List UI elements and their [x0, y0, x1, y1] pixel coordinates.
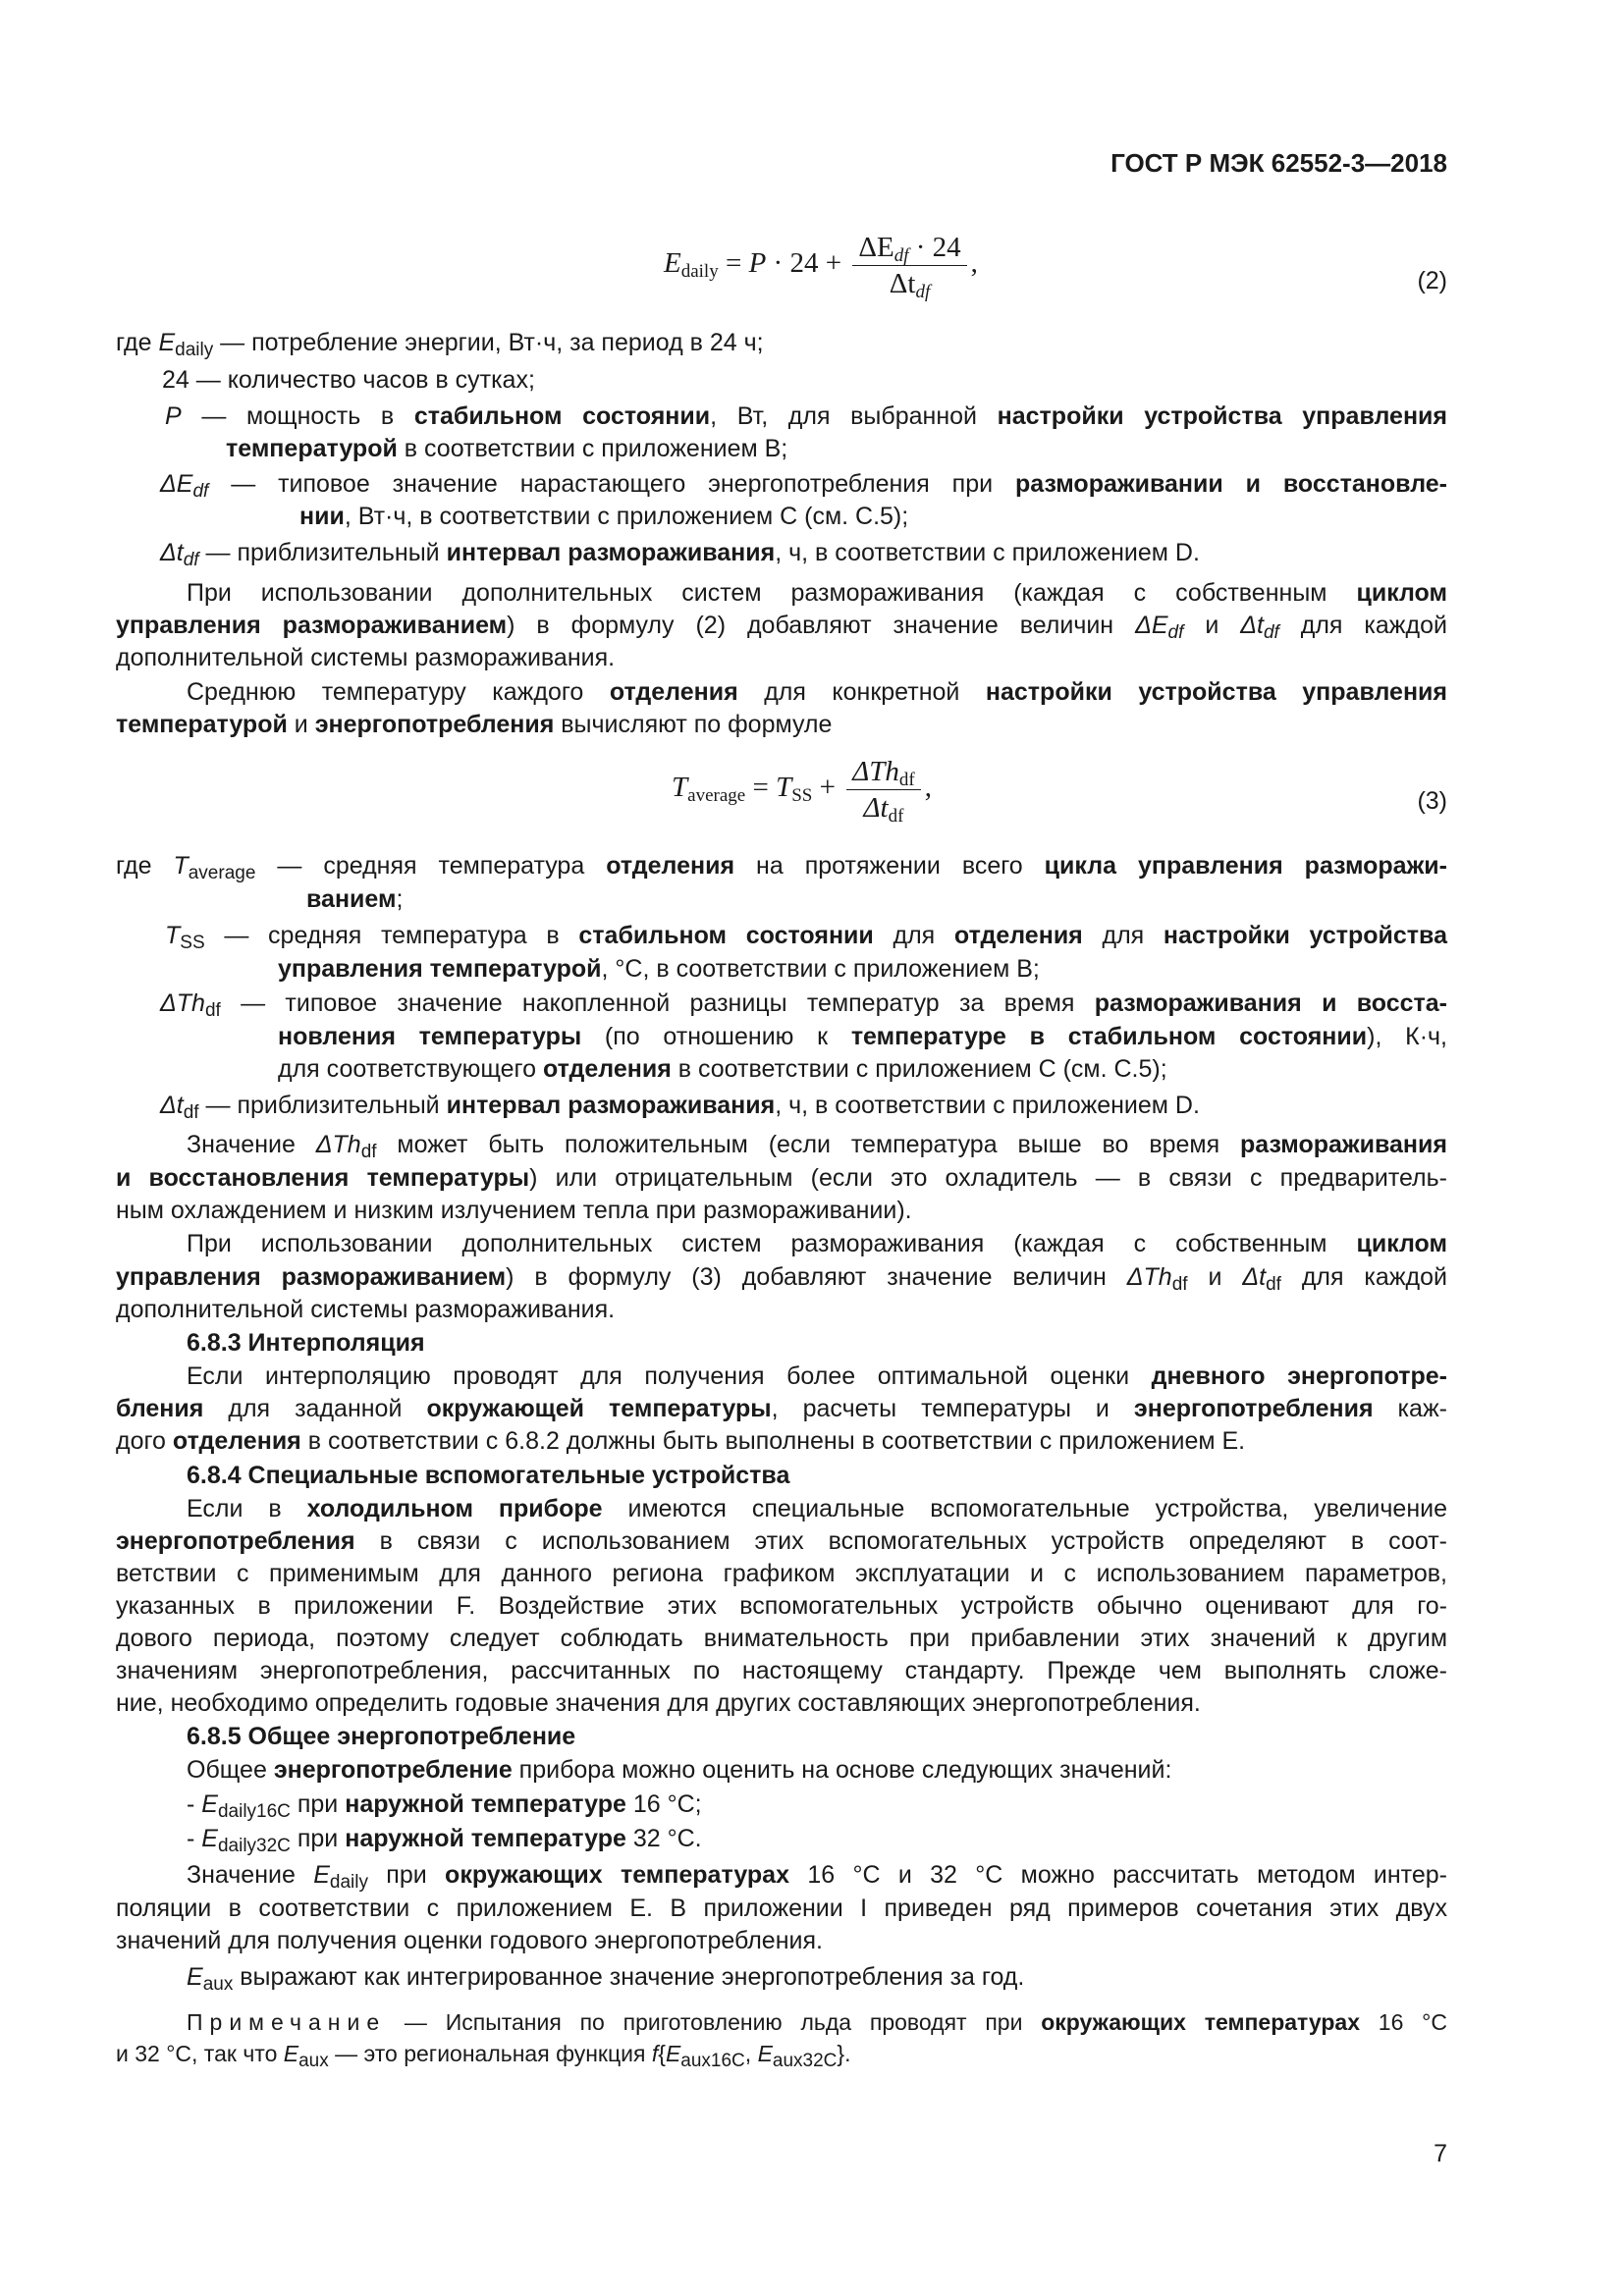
para1-line1: При использовании дополнительных систем размораживания (каждая с собственным циклом: [187, 579, 1447, 607]
page-number: 7: [1434, 2140, 1447, 2167]
section-6-8-4-heading: 6.8.4 Специальные вспомогательные устройства: [187, 1462, 790, 1489]
formula-3-number: (3): [1417, 787, 1447, 815]
def-delta-t-2: $\Delta t_{df}$ — приблизительный интервал размораживания, ч, в соответствии с приложением D.: [160, 1092, 1200, 1123]
para4-line2: управления размораживанием) в формулу (3) добавляют значение величин ΔTh$_{df}$ и $\Delta t_{df}$ для каждой: [116, 1263, 1448, 1295]
def-t-average-cont: ванием;: [306, 885, 404, 913]
s684-line2: энергопотребления в связи с использованием этих вспомогательных устройств определяют в соот-: [116, 1527, 1447, 1555]
def-delta-th-cont2: для соответствующего отделения в соответствии с приложением С (см. С.5);: [278, 1055, 1167, 1083]
def-delta-t: $\Delta t_{df}$ — приблизительный интервал размораживания, ч, в соответствии с приложением D.: [160, 539, 1200, 570]
para3-line3: ным охлаждением и низким излучением тепла при размораживании).: [116, 1197, 912, 1224]
def-p-cont: температурой в соответствии с приложением В;: [226, 435, 788, 462]
para3-line2: и восстановления температуры) или отрицательным (если это охладитель — в связи с предваритель-: [116, 1164, 1447, 1192]
formula-3: $T_{average} = T_{SS}$ + $\frac{\Delta Th_{df}}{\Delta t_{df}}$ ,: [672, 756, 932, 827]
s685-bullet-16c: - $E_{daily16C}$ при наружной температуре 16 °С;: [187, 1790, 702, 1822]
section-6-8-5-heading: 6.8.5 Общее энергопотребление: [187, 1723, 576, 1750]
def-t-average: где $T_{average}$ — средняя температура отделения на протяжении всего цикла управления разморажи-: [116, 852, 1447, 883]
para1-line2: управления размораживанием) в формулу (2) добавляют значение величин $\Delta E_{df}$ и $\Delta t_{df}$ для каждой: [116, 612, 1447, 643]
s683-line1: Если интерполяцию проводят для получения более оптимальной оценки дневного энергопотре-: [187, 1362, 1448, 1390]
note-line1: Примечание — Испытания по приготовлению льда проводят при окружающих температурах 16 °С: [187, 2009, 1447, 2035]
para2-line2: температурой и энергопотребления вычисляют по формуле: [116, 711, 833, 738]
s685-para-line3: значений для получения оценки годового энергопотребления.: [116, 1927, 823, 1954]
para3-line1: Значение ΔTh$_{df}$ может быть положительным (если температура выше во время размораживания: [187, 1131, 1447, 1162]
s684-line6: значениям энергопотребления, рассчитанных по настоящему стандарту. Прежде чем выполнять сложе-: [116, 1657, 1447, 1684]
s684-line3: ветствии с применимым для данного региона графиком эксплуатации и с использованием параметров,: [116, 1560, 1447, 1587]
formula-3-fraction: $\frac{\Delta Th_{df}}{\Delta t_{df}}$: [846, 756, 920, 824]
para4-line1: При использовании дополнительных систем размораживания (каждая с собственным циклом: [187, 1230, 1447, 1257]
para4-line3: дополнительной системы размораживания.: [116, 1296, 616, 1323]
formula-2: $E_{daily} = P \cdot 24$ + $\frac{\Delta E_{df} \cdot 24}{\Delta t_{df}}$ ,: [664, 232, 978, 302]
document-header: ГОСТ Р МЭК 62552-3—2018: [1110, 148, 1447, 178]
section-6-8-3-heading: 6.8.3 Интерполяция: [187, 1329, 425, 1357]
s684-line7: ние, необходимо определить годовые значения для других составляющих энергопотребления.: [116, 1689, 1201, 1717]
def-delta-e: $\Delta E_{df}$ — типовое значение нарастающего энергопотребления при размораживании и восстановле-: [160, 470, 1448, 502]
note-line2: и 32 °С, так что $E_{aux}$ — это региональная функция $f\{E_{aux16C}$, $E_{aux32C}$}.: [116, 2041, 851, 2071]
def-delta-th: ΔTh$_{df}$ — типовое значение накопленной разницы температур за время размораживания и восста-: [160, 989, 1447, 1021]
formula-2-number: (2): [1417, 267, 1447, 294]
def-delta-e-cont: нии, Вт·ч, в соответствии с приложением С (см. С.5);: [299, 503, 909, 530]
s684-line1: Если в холодильном приборе имеются специальные вспомогательные устройства, увеличение: [187, 1495, 1447, 1522]
def-e-daily: где $E_{daily}$ — потребление энергии, Вт·ч, за период в 24 ч;: [116, 329, 764, 360]
para2-line1: Среднюю температуру каждого отделения для конкретной настройки устройства управления: [187, 678, 1447, 706]
s685-bullet-32c: - $E_{daily32C}$ при наружной температуре 32 °С.: [187, 1825, 702, 1856]
s685-aux: $E_{aux}$ выражают как интегрированное значение энергопотребления за год.: [187, 1963, 1025, 1995]
s685-para-line2: поляции в соответствии с приложением Е. В приложении I приведен ряд примеров сочетания этих двух: [116, 1895, 1447, 1922]
s683-line2: бления для заданной окружающей температуры, расчеты температуры и энергопотребления каж-: [116, 1395, 1447, 1422]
para1-line3: дополнительной системы размораживания.: [116, 644, 616, 671]
def-delta-th-cont1: новления температуры (по отношению к температуре в стабильном состоянии), К·ч,: [278, 1023, 1447, 1050]
def-t-ss: $T_{SS}$ — средняя температура в стабильном состоянии для отделения для настройки устройства: [165, 922, 1447, 953]
def-p: P — мощность в стабильном состоянии, Вт, для выбранной настройки устройства управления: [165, 402, 1447, 430]
s684-line5: дового периода, поэтому следует соблюдать внимательность при прибавлении этих значений к другим: [116, 1625, 1447, 1652]
s684-line4: указанных в приложении F. Воздействие этих вспомогательных устройств обычно оценивают для го-: [116, 1592, 1447, 1620]
s685-intro: Общее энергопотребление прибора можно оценить на основе следующих значений:: [187, 1756, 1172, 1784]
s683-line3: дого отделения в соответствии с 6.8.2 должны быть выполнены в соответствии с приложением Е.: [116, 1427, 1246, 1455]
formula-2-fraction: $\frac{\Delta E_{df} \cdot 24}{\Delta t_{df}}$: [852, 232, 966, 299]
def-t-ss-cont: управления температурой, °С, в соответствии с приложением В;: [278, 955, 1040, 983]
s685-para-line1: Значение $E_{daily}$ при окружающих температурах 16 °С и 32 °С можно рассчитать методом интер-: [187, 1861, 1447, 1893]
def-24: 24 — количество часов в сутках;: [162, 366, 535, 394]
